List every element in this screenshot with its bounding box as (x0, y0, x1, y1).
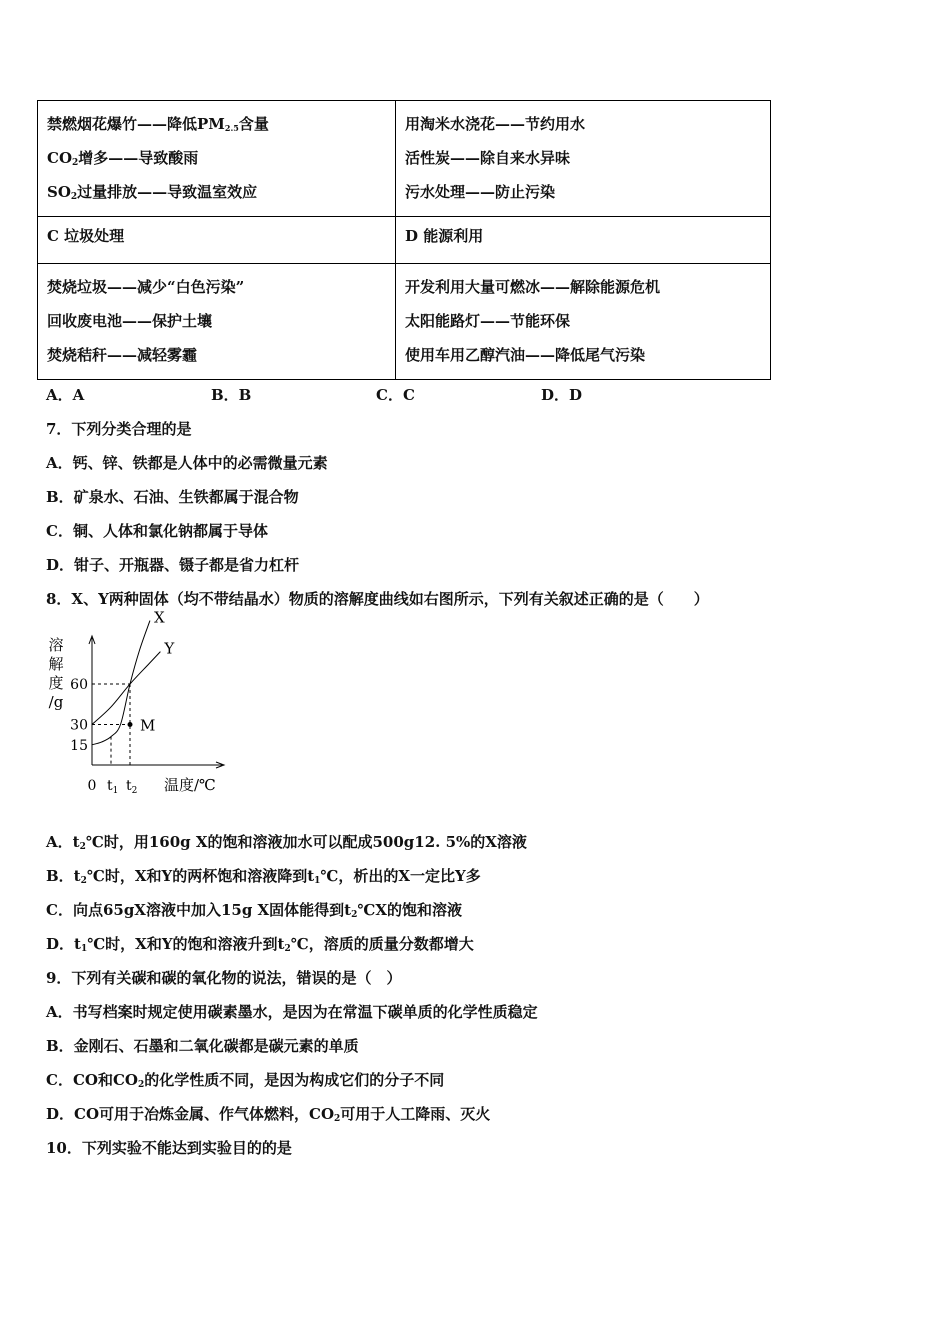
table-cell-row1-right (396, 101, 771, 217)
y-axis-label: 解 (48, 655, 64, 673)
table-line: 用淘米水浇花——节约用水 (405, 115, 586, 133)
table-line: 开发利用大量可燃冰——解除能源危机 (405, 278, 661, 296)
q9-option-b[interactable]: B．金刚石、石墨和二氧化碳都是碳元素的单质 (46, 1037, 359, 1055)
solubility-chart (40, 608, 240, 805)
question-10-stem: 10．下列实验不能达到实验目的的是 (46, 1139, 292, 1157)
q8-option-a[interactable]: A．$t_2℃$时，用160g X的饱和溶液加水可以配成500g12. 5%的X溶液 (46, 833, 527, 852)
table-cell-row3-left (38, 264, 396, 380)
table-line: 污水处理——防止污染 (405, 183, 556, 201)
q9-option-c[interactable]: C．CO和$CO_2$的化学性质不同，是因为构成它们的分子不同 (46, 1071, 445, 1090)
table-header-c: C 垃圾处理 (38, 217, 396, 264)
q8-option-c[interactable]: C．向点65gX溶液中加入15g X固体能得到$t_2℃X$的饱和溶液 (46, 901, 462, 920)
question-9-stem: 9．下列有关碳和碳的氧化物的说法，错误的是（ ） (46, 969, 402, 987)
point-m-label: M (140, 716, 156, 735)
table-line: 焚烧垃圾——减少“白色污染” (47, 278, 245, 296)
x-axis-label: 温度/℃ (164, 776, 216, 794)
y-axis-label: 度 (48, 674, 64, 692)
table-line: 回收废电池——保护土壤 (47, 312, 213, 330)
q7-option-b[interactable]: B．矿泉水、石油、生铁都属于混合物 (46, 488, 299, 506)
question-7-stem: 7．下列分类合理的是 (46, 420, 192, 438)
q7-option-a[interactable]: A．钙、锌、铁都是人体中的必需微量元素 (46, 454, 328, 472)
x-tick-label: $t_2$ (126, 778, 138, 796)
answer-option-a[interactable]: A．A (46, 386, 85, 404)
q8-option-b[interactable]: B．$t_2℃$时，X和Y的两杯饱和溶液降到$t_1℃$，析出的X一定比Y多 (46, 867, 481, 886)
table-line: $SO_2$过量排放——导致温室效应 (47, 183, 258, 202)
table-line: 禁燃烟花爆竹——降低PM2.5含量 (47, 115, 269, 133)
y-tick-label: 30 (70, 717, 88, 734)
table-cell-row1-left (38, 101, 396, 217)
series-line-y (92, 652, 160, 725)
point-m-dot (128, 722, 133, 727)
q7-option-c[interactable]: C．铜、人体和氯化钠都属于导体 (46, 522, 268, 540)
y-axis-label: /g (48, 693, 64, 711)
y-axis-label: 溶 (48, 636, 64, 654)
table-line: 使用车用乙醇汽油——降低尾气污染 (405, 346, 646, 364)
series-label-y: Y (164, 639, 175, 658)
q9-option-d[interactable]: D．CO可用于冶炼金属、作气体燃料，$CO_2$可用于人工降雨、灭火 (46, 1105, 491, 1124)
answer-option-d[interactable]: D．D (541, 386, 583, 404)
table-line: $CO_2$增多——导致酸雨 (47, 149, 199, 168)
question-8-stem: 8．X、Y两种固体（均不带结晶水）物质的溶解度曲线如右图所示，下列有关叙述正确的是（ ） (46, 590, 709, 608)
origin-label: 0 (87, 778, 97, 794)
y-tick-label: 15 (70, 737, 88, 754)
y-tick-label: 60 (70, 677, 88, 693)
q8-option-d[interactable]: D．$t_1℃$时，X和Y的饱和溶液升到$t_2℃$，溶质的质量分数都增大 (46, 935, 474, 954)
table-line: 太阳能路灯——节能环保 (405, 312, 571, 330)
table-line: 活性炭——除自来水异味 (405, 149, 571, 167)
x-tick-label: $t_1$ (107, 778, 119, 796)
answer-option-b[interactable]: B．B (211, 386, 252, 404)
options-table (37, 100, 771, 380)
q9-option-a[interactable]: A．书写档案时规定使用碳素墨水，是因为在常温下碳单质的化学性质稳定 (46, 1003, 538, 1021)
answer-option-c[interactable]: C．C (376, 386, 415, 404)
table-cell-row3-right (396, 264, 771, 380)
table-line: 焚烧秸秆——减轻雾霾 (47, 346, 198, 364)
table-header-d: D 能源利用 (396, 217, 771, 264)
series-label-x: X (153, 608, 165, 627)
q7-option-d[interactable]: D．钳子、开瓶器、镊子都是省力杠杆 (46, 556, 300, 574)
